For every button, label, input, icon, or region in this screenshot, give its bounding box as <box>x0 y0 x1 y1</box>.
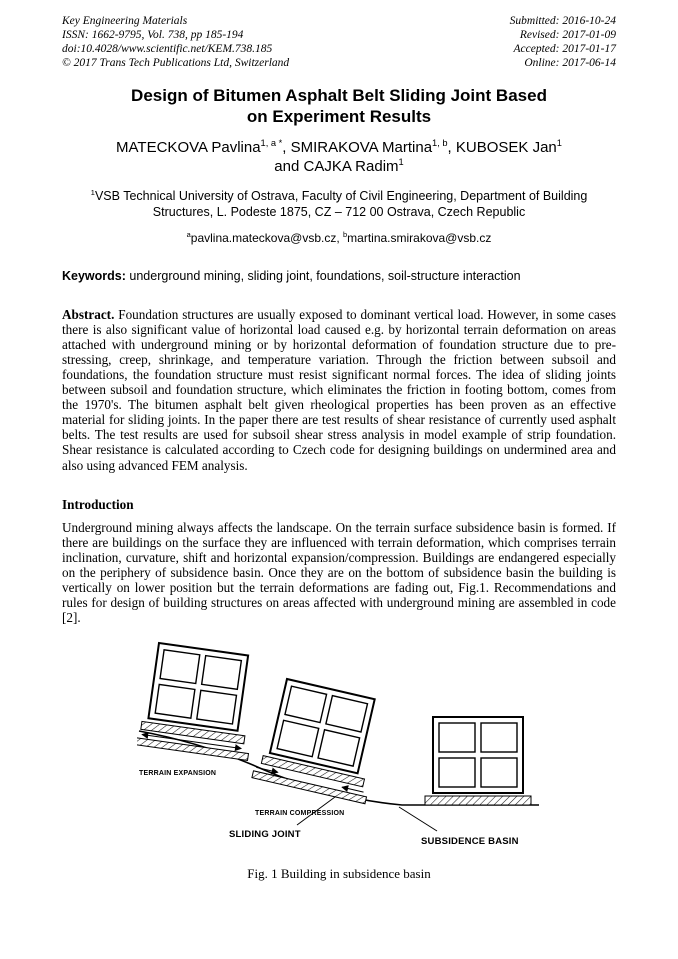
journal-doi: doi:10.4028/www.scientific.net/KEM.738.185 <box>62 43 273 56</box>
affiliation-sup: 1 <box>90 187 95 197</box>
abstract-paragraph <box>62 307 616 473</box>
affiliation <box>62 188 616 221</box>
keywords-line <box>62 269 616 283</box>
author-2: , SMIRAKOVA Martina <box>282 138 433 156</box>
abstract-text: Foundation structures are usually exposed to dominant vertical load. However, in some cases there is also significant value of horizontal load caused e.g. by horizontal terrain deformation on areas attached with underground mining or by horizontal deformation of foundation structure due to pre-stressing, creep, shrinkage, and temperature variation. Through the friction between subsoil and foundations, the foundation structure must resist significant normal forces. The idea of sliding joints between subsoil and foundation structure, which eliminates the friction in footing bottom, comes from the 1970's. The bitumen asphalt belt given rheological properties has been proven as an effective material for sliding joints. In the paper there are test results of shear resistance of currently used asphalt belts. The test results are used for subsoil shear stress analysis in model example of strip foundation. Shear resistance is calculated according to Czech code for designing buildings on undermined area and also using advanced FEM analysis. <box>62 307 617 473</box>
compression-arrow-right <box>342 787 363 792</box>
terrain-compression-label: TERRAIN COMPRESSION <box>255 809 345 817</box>
author-2-sup: 1, b <box>432 137 448 148</box>
author-4-sup: 1 <box>398 157 404 168</box>
building-right-frame <box>433 717 523 793</box>
sliding-joint-label: SLIDING JOINT <box>229 828 301 840</box>
figure-1 <box>62 639 616 882</box>
building-left-frame <box>148 643 248 731</box>
building-right-foundation <box>425 796 531 805</box>
author-1-sup: 1, a * <box>260 137 283 148</box>
submission-dates <box>510 14 616 70</box>
journal-header <box>62 14 616 70</box>
author-3: , KUBOSEK Jan <box>447 138 557 156</box>
terrain-expansion-label: TERRAIN EXPANSION <box>139 769 217 777</box>
submitted-date: Submitted: 2016-10-24 <box>509 15 616 27</box>
authors-line <box>62 138 616 177</box>
affiliation-text: VSB Technical University of Ostrava, Faculty of Civil Engineering, Department of Building Structures, L. Podeste 1875, CZ – 712 00 Ostrava, Czech Republic <box>94 188 588 219</box>
building-middle <box>252 676 388 803</box>
paper-title-line1: Design of Bitumen Asphalt Belt Sliding Joint Based <box>131 86 547 106</box>
journal-info <box>62 14 289 70</box>
paper-title-line2: on Experiment Results <box>246 106 432 126</box>
introduction-paragraph: Underground mining always affects the landscape. On the terrain surface subsidence basin is formed. If there are buildings on the surface they are influenced with terrain deformation, which comprises terrain inclination, curvature, shift and horizontal expansion/compression. Buildings are endangered especially on the periphery of subsidence basin. Once they are on the bottom of subsidence basin the building is vertically on lower position but the terrain deformations are fading out, Fig.1. Recommendations and rules for design of building structures on areas affected with underground mining are assembled in code [2]. <box>62 519 616 625</box>
accepted-date: Accepted: 2017-01-17 <box>513 43 616 56</box>
abstract-label: Abstract. <box>62 307 115 323</box>
email-a-sup: a <box>186 230 191 240</box>
email-b: martina.smirakova@vsb.cz <box>347 231 492 246</box>
author-3-sup: 1 <box>556 137 562 148</box>
online-date: Online: 2017-06-14 <box>524 57 616 70</box>
subsidence-basin-leader <box>399 807 437 831</box>
email-a: pavlina.mateckova@vsb.cz, <box>190 231 344 246</box>
building-left <box>137 641 262 760</box>
building-right <box>425 717 531 805</box>
journal-title: Key Engineering Materials <box>62 15 188 27</box>
subsidence-basin-label: SUBSIDENCE BASIN <box>421 835 519 847</box>
introduction-heading: Introduction <box>62 496 134 512</box>
journal-copyright: © 2017 Trans Tech Publications Ltd, Switzerland <box>62 57 290 70</box>
keywords-text: underground mining, sliding joint, foundations, soil-structure interaction <box>129 269 521 284</box>
revised-date: Revised: 2017-01-09 <box>519 29 616 42</box>
author-1: MATECKOVA Pavlina <box>116 138 261 156</box>
paper-title <box>62 86 616 127</box>
email-b-sup: b <box>343 230 348 240</box>
subsidence-basin-drawing <box>137 639 541 851</box>
author-4: and CAJKA Radim <box>274 158 399 176</box>
building-middle-frame <box>270 679 375 773</box>
figure-1-caption: Fig. 1 Building in subsidence basin <box>247 865 431 881</box>
author-emails <box>62 231 616 245</box>
keywords-label: Keywords: <box>62 269 126 284</box>
journal-issn-volume: ISSN: 1662-9795, Vol. 738, pp 185-194 <box>62 29 244 42</box>
